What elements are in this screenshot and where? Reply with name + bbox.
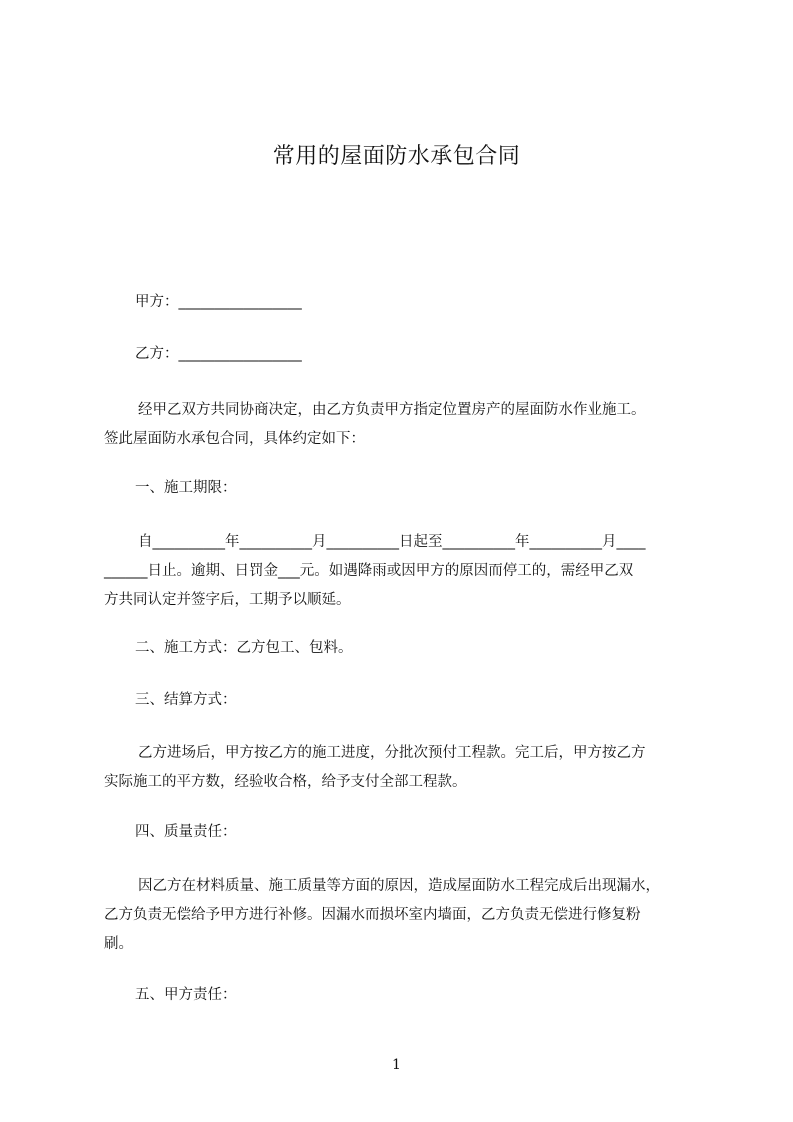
section1-line: ______日止。逾期、日罚金___元。如遇降雨或因甲方的原因而停工的，需经甲乙双	[104, 563, 634, 579]
section3-heading: 三、结算方式：	[135, 692, 237, 708]
section1-line: 方共同认定并签字后，工期予以顺延。	[104, 592, 351, 608]
document-title: 常用的屋面防水承包合同	[272, 144, 521, 169]
section4-heading: 四、质量责任：	[135, 824, 237, 840]
intro-paragraph	[104, 396, 704, 454]
section1-line: 自__________年__________月__________日起至__________年__________月____	[138, 534, 646, 550]
section4-paragraph	[104, 872, 704, 959]
section2-heading: 二、施工方式：乙方包工、包料。	[135, 640, 353, 656]
intro-line: 签此屋面防水承包合同，具体约定如下：	[104, 431, 365, 447]
section4-line: 因乙方在材料质量、施工质量等方面的原因，造成屋面防水工程完成后出现漏水，	[138, 878, 660, 894]
party-b-line: 乙方：_________________	[135, 346, 302, 362]
section1-heading: 一、施工期限：	[135, 480, 237, 496]
section3-paragraph	[104, 739, 704, 797]
page-number: 1	[392, 1057, 401, 1073]
section4-line: 乙方负责无偿给予甲方进行补修。因漏水而损坏室内墙面，乙方负责无偿进行修复粉	[104, 907, 641, 923]
section3-line: 实际施工的平方数，经验收合格，给予支付全部工程款。	[104, 774, 467, 790]
party-a-line: 甲方：_________________	[135, 294, 302, 310]
section5-heading: 五、甲方责任：	[135, 987, 237, 1003]
intro-line: 经甲乙双方共同协商决定，由乙方负责甲方指定位置房产的屋面防水作业施工。	[138, 402, 646, 418]
section4-line: 刷。	[104, 936, 133, 952]
section1-paragraph	[104, 528, 704, 615]
section3-line: 乙方进场后，甲方按乙方的施工进度，分批次预付工程款。完工后，甲方按乙方	[138, 745, 646, 761]
